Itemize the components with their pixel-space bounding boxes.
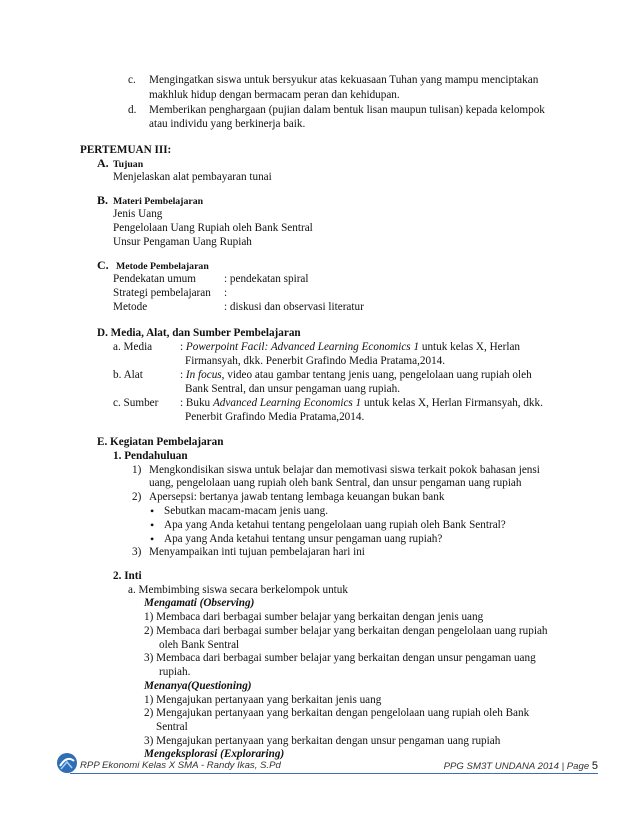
step-1-line1: Mengkondisikan siswa untuk belajar dan memotivasi siswa terkait pokok bahasan jensi <box>149 464 540 476</box>
method-value: : pendekatan spiral <box>224 273 309 285</box>
pendahuluan-heading: 1. Pendahuluan <box>113 450 188 462</box>
pertemuan-heading: PERTEMUAN III: <box>80 144 172 156</box>
sumber-rest: untuk kelas X, Herlan Firmansyah, dkk. <box>361 397 543 409</box>
media-prefix: : <box>180 341 186 353</box>
mengamati-item-cont: rupiah. <box>159 666 191 678</box>
sumber-prefix: : Buku <box>180 397 213 409</box>
method-value: : diskusi dan observasi literatur <box>224 301 364 313</box>
media-rest: untuk kelas X, Herlan <box>419 341 521 353</box>
inti-a-text: a. Membimbing siswa secara berkelompok untuk <box>128 584 348 596</box>
section-a-title: Tujuan <box>113 159 144 170</box>
step-1-line2: uang, pengelolaan uang rupiah oleh bank Sentral, dan unsur pengaman uang rupiah <box>149 477 522 489</box>
section-a-text: Menjelaskan alat pembayaran tunai <box>113 171 272 183</box>
section-b-item: Unsur Pengaman Uang Rupiah <box>113 236 252 248</box>
footer-right-text <box>444 760 598 772</box>
step-marker: 2) <box>132 491 142 503</box>
item-c-line2: makhluk hidup dengan bermacam peran dan kehidupan. <box>149 89 400 101</box>
menanya-item-cont: Sentral <box>156 721 188 733</box>
section-c-marker: C. <box>97 258 109 272</box>
alat-line2: Bank Sentral, dan unsur pengaman uang rupiah. <box>185 383 400 395</box>
section-b-title: Materi Pembelajaran <box>113 196 204 207</box>
footer-rule <box>70 773 598 774</box>
menanya-item: 1) Mengajukan pertanyaan yang berkaitan jenis uang <box>144 694 382 706</box>
institution-logo-icon <box>56 752 78 774</box>
sumber-line2: Penerbit Grafindo Media Pratama,2014. <box>185 411 365 423</box>
page-number: 5 <box>591 760 598 772</box>
section-c-title: Metode Pembelajaran <box>116 261 209 272</box>
media-text <box>180 341 520 354</box>
section-a-marker: A. <box>97 156 109 170</box>
step-marker: 1) <box>132 464 142 476</box>
bullet-item: • Apa yang Anda ketahui tentang pengelolaan uang rupiah oleh Bank Sentral? <box>164 519 506 532</box>
menanya-heading: Menanya(Questioning) <box>144 680 252 692</box>
step-2-text: Apersepsi: bertanya jawab tentang lembaga keuangan bukan bank <box>149 491 445 503</box>
sumber-title: Advanced Learning Economics 1 <box>212 397 362 409</box>
alat-rest: , video atau gambar tentang jenis uang, pengelolaan uang rupiah oleh <box>221 369 532 381</box>
mengamati-item-cont: oleh Bank Sentral <box>159 639 240 651</box>
alat-italic: In focus <box>185 369 222 381</box>
footer-right-label: PPG SM3T UNDANA 2014 | Page <box>443 761 592 772</box>
bullet-item: • Apa yang Anda ketahui tentang unsur pengaman uang rupiah? <box>164 533 442 546</box>
method-label: Strategi pembelajaran <box>113 287 211 299</box>
footer-left-text: RPP Ekonomi Kelas X SMA - Randy Ikas, S.Pd <box>80 760 281 771</box>
section-b-item: Jenis Uang <box>113 208 163 220</box>
item-c-line1: Mengingatkan siswa untuk bersyukur atas kekuasaan Tuhan yang mampu menciptakan <box>149 74 539 86</box>
mengamati-item: 2) Membaca dari berbagai sumber belajar yang berkaitan dengan pengelolaan uang rupiah <box>144 625 548 637</box>
section-b-item: Pengelolaan Uang Rupiah oleh Bank Sentral <box>113 222 313 234</box>
page-footer <box>56 752 598 782</box>
inti-heading: 2. Inti <box>113 570 142 582</box>
step-marker: 3) <box>132 546 142 558</box>
media-title: Powerpoint Facil: Advanced Learning Economics 1 <box>185 341 420 353</box>
mengamati-item: 1) Membaca dari berbagai sumber belajar yang berkaitan dengan jenis uang <box>144 611 484 623</box>
alat-label: b. Alat <box>113 369 143 381</box>
sumber-text <box>180 397 543 410</box>
mengamati-item: 3) Membaca dari berbagai sumber belajar yang berkaitan dengan unsur pengaman uang <box>144 652 536 664</box>
bullet-item: • Sebutkan macam-macam jenis uang. <box>164 505 328 518</box>
section-b-marker: B. <box>97 193 109 207</box>
alat-prefix: : <box>180 369 186 381</box>
section-d-title: D. Media, Alat, dan Sumber Pembelajaran <box>97 327 301 339</box>
section-e-title: E. Kegiatan Pembelajaran <box>97 436 224 448</box>
media-label: a. Media <box>113 341 153 353</box>
method-label: Metode <box>113 301 148 313</box>
method-label: Pendekatan umum <box>113 273 196 285</box>
mengamati-heading: Mengamati (Observing) <box>144 597 255 609</box>
item-c-marker: c. <box>128 74 136 86</box>
alat-text <box>180 369 532 382</box>
menanya-item: 3) Mengajukan pertanyaan yang berkaitan dengan unsur pengaman uang rupiah <box>144 735 501 747</box>
mengeksplorasi-heading: Mengeksplorasi (Exploraring) <box>144 748 285 760</box>
item-d-line1: Memberikan penghargaan (pujian dalam bentuk lisan maupun tulisan) kepada kelompok <box>149 104 545 116</box>
step-3-text: Menyampaikan inti tujuan pembelajaran hari ini <box>149 546 365 558</box>
media-line2: Firmansyah, dkk. Penerbit Grafindo Media Pratama,2014. <box>185 355 446 367</box>
method-value: : <box>224 287 228 299</box>
menanya-item: 2) Mengajukan pertanyaan yang berkaitan dengan pengelolaan uang rupiah oleh Bank <box>144 707 530 719</box>
item-d-line2: atau individu yang berkinerja baik. <box>149 118 306 130</box>
item-d-marker: d. <box>128 104 137 116</box>
sumber-label: c. Sumber <box>113 397 159 409</box>
